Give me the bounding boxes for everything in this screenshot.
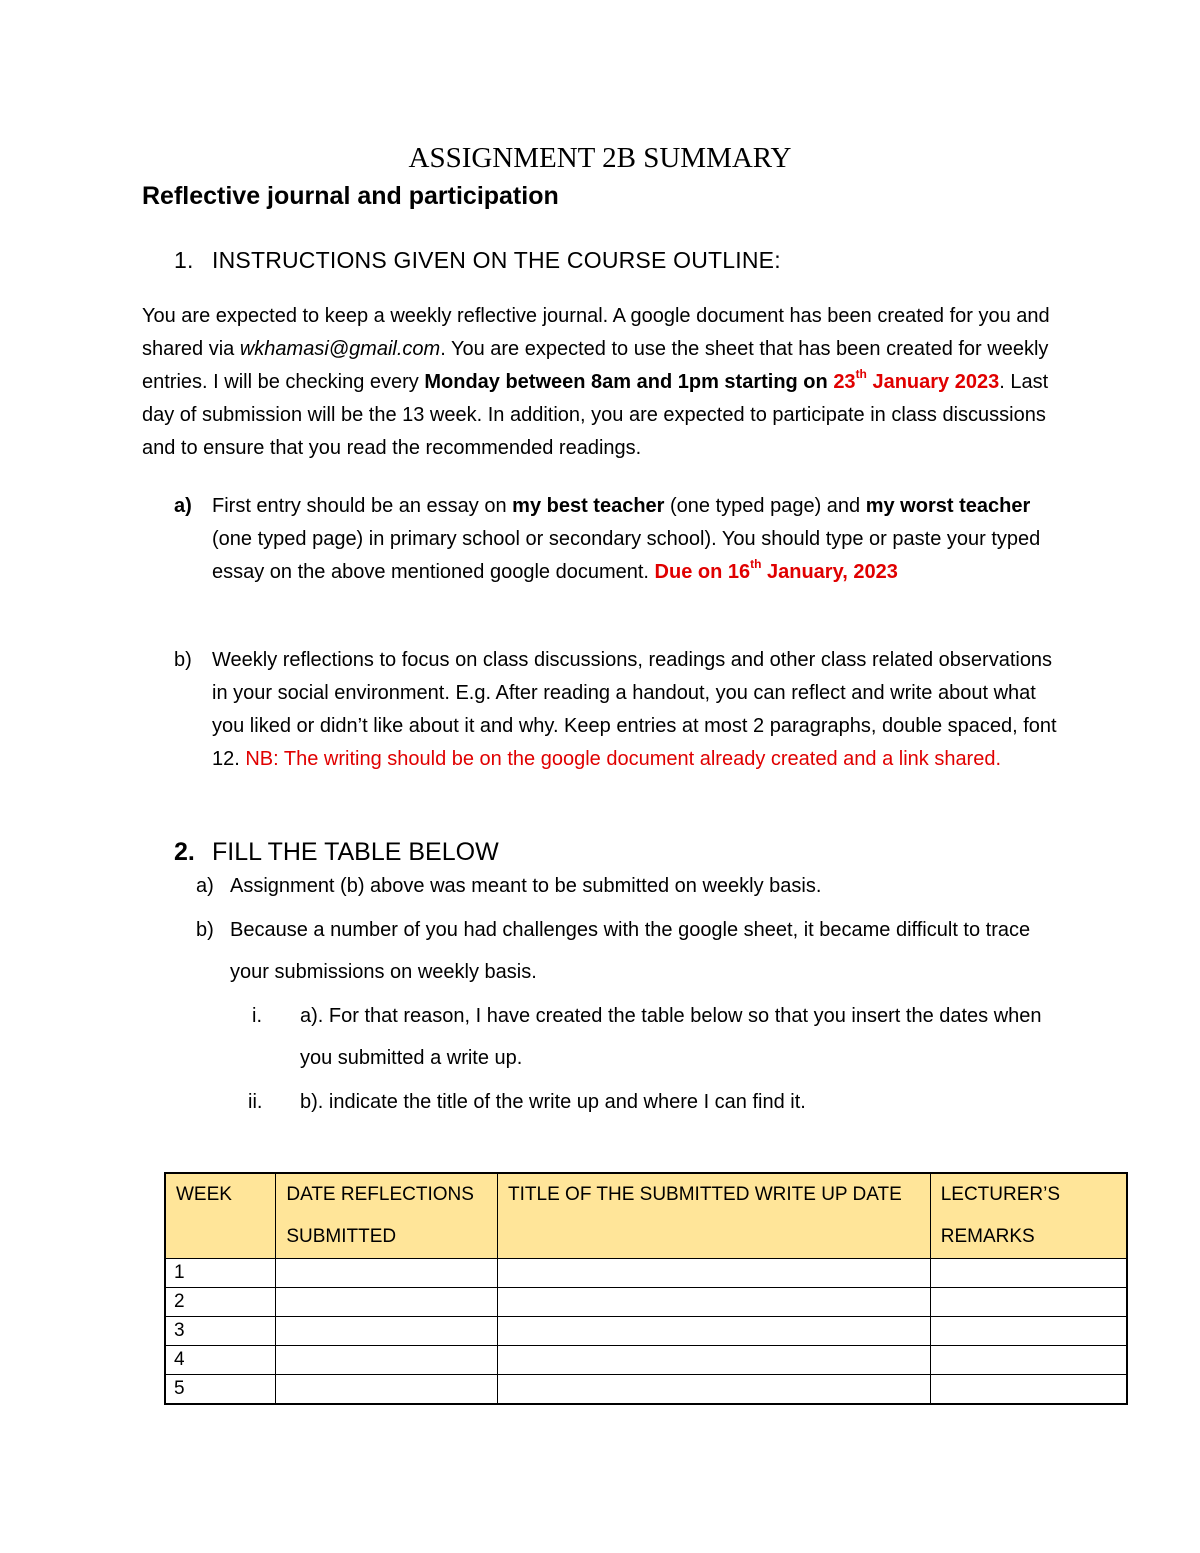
item-a-best-teacher: my best teacher: [512, 495, 665, 517]
header-remarks: LECTURER’S REMARKS: [930, 1173, 1127, 1259]
header-week: WEEK: [165, 1173, 276, 1259]
item-a-text-1: First entry should be an essay on: [212, 495, 513, 517]
item-b-text: Weekly reflections to focus on class discussions, readings and other class related observations in your social environment. E.g. After reading a handout, you can reflect and write about what you liked or didn’t like about it and why. Keep entries at most 2 paragraphs, double spaced, font 12.: [212, 649, 1057, 770]
subitem-ii-text: b). indicate the title of the write up and where I can find it.: [300, 1091, 806, 1113]
instructions-paragraph: [142, 300, 1062, 465]
section-2-item-a-text: Assignment (b) above was meant to be submitted on weekly basis.: [230, 875, 822, 897]
document-subtitle: Reflective journal and participation: [142, 182, 559, 210]
section-2-subitem-i: [252, 995, 1060, 1079]
submission-table: [164, 1172, 1128, 1405]
email-address: wkhamasi@gmail.com: [239, 338, 441, 360]
table-header-row: [165, 1173, 1127, 1259]
remarks-cell[interactable]: [930, 1259, 1127, 1288]
due-date-suffix: th: [750, 557, 762, 572]
title-cell[interactable]: [498, 1259, 931, 1288]
item-a-text-2: (one typed page) and: [664, 495, 866, 517]
week-cell: 4: [165, 1346, 276, 1375]
section-2-item-b-text: Because a number of you had challenges with the google sheet, it became difficult to trace your submissions on weekly basis.: [230, 919, 1031, 983]
table-row: [165, 1259, 1127, 1288]
remarks-cell[interactable]: [930, 1317, 1127, 1346]
due-date-b: January, 2023: [761, 561, 898, 583]
section-1-heading-text: INSTRUCTIONS GIVEN ON THE COURSE OUTLINE:: [212, 247, 781, 273]
date-cell[interactable]: [276, 1317, 498, 1346]
title-cell[interactable]: [498, 1346, 931, 1375]
item-a-due-date: [654, 557, 898, 583]
date-cell[interactable]: [276, 1375, 498, 1405]
date-cell[interactable]: [276, 1346, 498, 1375]
remarks-cell[interactable]: [930, 1375, 1127, 1405]
section-2-number: 2.: [174, 838, 195, 866]
table-row: [165, 1288, 1127, 1317]
section-2-subitem-ii: [248, 1081, 1060, 1123]
list-item-a: [174, 490, 1062, 589]
start-date-rest: January 2023: [866, 371, 1000, 393]
section-2-item-a-marker: a): [196, 875, 214, 897]
document-title: ASSIGNMENT 2B SUMMARY: [408, 142, 792, 174]
title-cell[interactable]: [498, 1288, 931, 1317]
item-a-text-3: (one typed page) in primary school or secondary school). You should type or paste your typed essay on the above mentioned google document.: [212, 528, 1041, 583]
item-b-nb-note: NB: The writing should be on the google document already created and a link shared.: [245, 748, 1002, 770]
header-date-submitted: DATE REFLECTIONS SUBMITTED: [276, 1173, 498, 1259]
subitem-i-text: a). For that reason, I have created the table below so that you insert the dates when you submitted a write up.: [300, 1005, 1042, 1069]
subitem-ii-marker: ii.: [248, 1091, 263, 1113]
list-item-b: [174, 644, 1062, 776]
list-item-a-marker: a): [174, 495, 192, 517]
para-text-c: . Last day of submission will be the 13 week. In addition, you are expected to participate in class discussions and to ensure that you read the recommended readings.: [142, 371, 1049, 459]
header-title: TITLE OF THE SUBMITTED WRITE UP DATE: [498, 1173, 931, 1259]
section-2-heading-text: FILL THE TABLE BELOW: [212, 838, 499, 866]
week-cell: 2: [165, 1288, 276, 1317]
table-row: [165, 1346, 1127, 1375]
section-2-item-b: [196, 909, 1060, 993]
week-cell: 1: [165, 1259, 276, 1288]
section-1-number: 1.: [174, 247, 194, 273]
remarks-cell[interactable]: [930, 1346, 1127, 1375]
subitem-i-marker: i.: [252, 1005, 262, 1027]
item-a-worst-teacher: my worst teacher: [865, 495, 1031, 517]
section-2-item-a: [196, 865, 1090, 907]
table-row: [165, 1317, 1127, 1346]
table-row: [165, 1375, 1127, 1405]
start-date-day: 23: [833, 371, 856, 393]
title-cell[interactable]: [498, 1317, 931, 1346]
date-cell[interactable]: [276, 1288, 498, 1317]
remarks-cell[interactable]: [930, 1288, 1127, 1317]
para-text-b: . You are expected to use the sheet that has been created for weekly entries. I will be checking every: [142, 338, 1049, 393]
week-cell: 5: [165, 1375, 276, 1405]
list-item-b-marker: b): [174, 649, 192, 671]
due-date-a: Due on 16: [654, 561, 751, 583]
start-date-suffix: th: [855, 367, 867, 382]
para-checking-time: Monday between 8am and 1pm starting on: [424, 371, 828, 393]
para-text-a: You are expected to keep a weekly reflective journal. A google document has been created for you and shared via: [142, 305, 1050, 360]
title-cell[interactable]: [498, 1375, 931, 1405]
date-cell[interactable]: [276, 1259, 498, 1288]
start-date: [833, 367, 1000, 393]
section-2-item-b-marker: b): [196, 919, 214, 941]
week-cell: 3: [165, 1317, 276, 1346]
